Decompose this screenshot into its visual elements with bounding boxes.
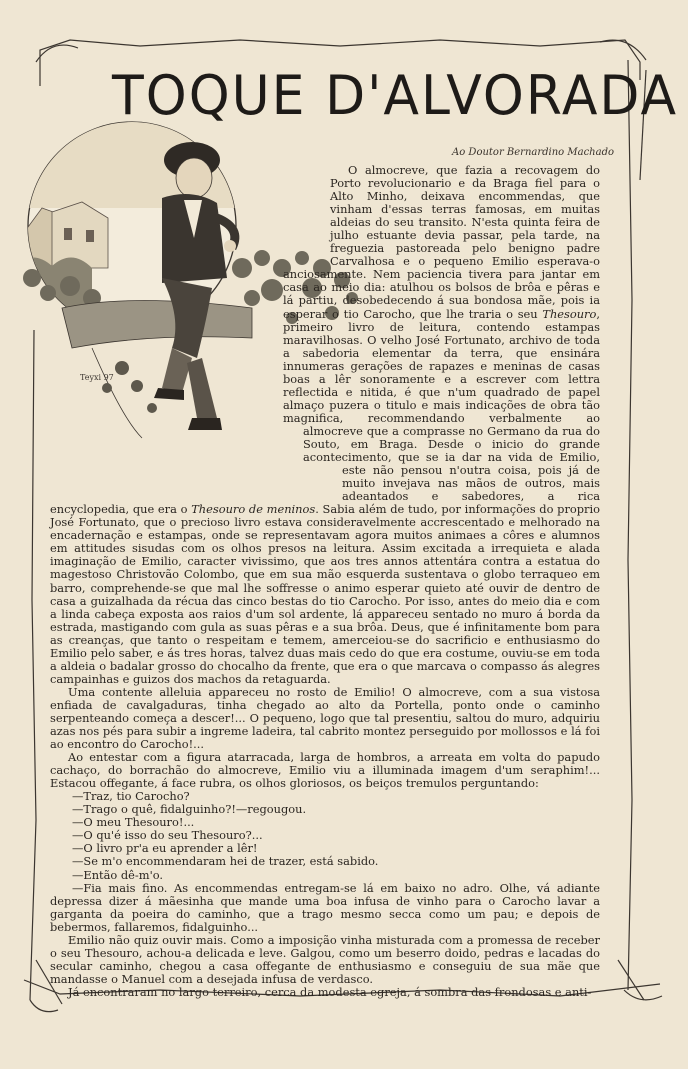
dialog-line <box>50 882 600 934</box>
paragraph <box>50 934 600 986</box>
paragraph-text: Emilio não quiz ouvir mais. Como a imposição vinha misturada com a promessa de receber o seu Thesouro, achou-a delicada e leve. Galgou, como um beserro doido, pedras e lacadas do secular caminho, chegou a casa offegante de enthusiasmo e conseguiu de sua mãe que mandasse o Manuel com a desejada infusa de verdasco. <box>50 932 600 986</box>
paragraph-text: O almocreve, que fazia a recovagem do Porto revolucionario e da Braga fiel para o Alto Minho, deixava encommendas, que vinham d'essas terras famosas, em muitas aldeias do seu transito. N'esta quinta feira de julho estuante devia passar, pela tarde, na freguezia pastoreada pelo benigno padre Carvalhosa e o pequeno Emilio esperava-o anciosamente. Nem paciencia tivera para jantar em casa ao meio dia: atulhou os bolsos de brôa e pêras e lá partiu, desobedecendo á sua bondosa mãe, pois ia esperar o tio Carocho, que lhe traria o seu <box>283 163 600 321</box>
paragraph-text: —Então dê-m'o. <box>72 867 163 882</box>
paragraph-text: —O meu Thesouro!... <box>72 815 195 830</box>
illustration-spacer <box>50 256 283 431</box>
paragraph-text: —Se m'o encommendaram hei de trazer, está sabido. <box>72 854 379 869</box>
illustration-spacer <box>50 164 330 256</box>
book-title-text: Thesouro <box>542 306 597 321</box>
paragraph-text: —Trago o quê, fidalguinho?!—regougou. <box>72 802 307 817</box>
paragraph-text: —O livro pr'a eu aprender a lêr! <box>72 841 258 856</box>
paragraph-text: Já encontraram no largo terreiro, cerca da modesta egreja, á sombra das frondosas e anti- <box>68 984 592 999</box>
paragraph-text: Uma contente alleluia appareceu no rosto de Emilio! O almocreve, com a sua vistosa enfiada de cavalgaduras, tinha chegado ao alto da Portella, ponto onde o caminho serpenteando começa a descer!... O pequeno, logo que tal presentiu, saltou do muro, adquiriu azas nos pés para subir a ingreme ladeira, tal cabrito montez perseguido por mollossos e lá foi ao encontro do Carocho!... <box>50 684 600 752</box>
paragraph-text: —Fia mais fino. As encommendas entregam-se lá em baixo no adro. Olhe, vá adiante depressa dizer á mãesinha que mande uma boa infusa de vinho para o Carocho lavar a garganta da poeira do caminho, que a trago mesmo secca como um pau; e depois de bebermos, fallaremos, fidalguinho... <box>50 880 600 934</box>
paragraph-text: —Traz, tio Carocho? <box>72 789 190 804</box>
paragraph-text: Ao entestar com a figura atarracada, larga de hombros, a arreata em volta do papudo cachaço, do borrachão do almocreve, Emilio viu a illuminada imagem d'um seraphim!... Estacou offegante, á face rubra, os olhos gloriosos, os beiços tremulos perguntando: <box>50 750 600 791</box>
illustration-spacer <box>50 466 342 492</box>
dedication: Ao Doutor Bernardino Machado <box>452 147 614 158</box>
illustration-signature: Teyxi 97 <box>80 373 114 382</box>
article-title: TOQUE D'ALVORADA <box>112 64 679 128</box>
paragraph <box>50 986 600 999</box>
illustration-spacer <box>50 431 303 466</box>
book-title-text: Thesouro de meninos <box>191 502 316 517</box>
paragraph <box>50 686 600 751</box>
paragraph-text: . Sabia além de tudo, por informações do proprio José Fortunato, que o precioso livro estava consideravelmente accrescentado e melhorado na encadernação e estampas, onde se representavam agora muitos animaes a côres e alumnos em attitudes sisudas com os olhos presos na leitura. Assim excitada a irrequieta e alada imaginação de Emilio, caracter vivissimo, que aos tres annos attentára contra a estatua do magestoso Christovão Colombo, que em sua mão esquerda sustentava o globo terraqueo em barro, comprehende-se que mal lhe soffresse o animo esperar quieto até ouvir de dentro de casa a guizalhada da récua das cinco bestas do tio Carocho. Por isso, antes do meio dia e com a linda cabeça exposta aos raios d'um sol ardente, lá appareceu sentado no muro á borda da estrada, mastigando com gula as suas pêras e a sua brôa. Deus, que é infinitamente bom para as creanças, que tanto o respeitam e temem, amerceiou-se do sacrificio e enthusiasmo do Emilio pelo saber, e ás tres horas, talvez duas mais cedo do que era costume, ouviu-se em toda a aldeia o badalar grosso do chocalho da frente, que era o que marcava o compasso ás alegres campainhas e guizos dos machos da retaguarda. <box>50 502 600 686</box>
paragraph <box>50 751 600 790</box>
article-body <box>50 163 600 999</box>
paragraph-text: , primeiro livro de leitura, contendo estampas maravilhosas. O velho José Fortunato, archivo de toda a sabedoria elementar da terra, que ensinára innumeras gerações de rapazes e meninas de casas boas a lêr sonoramente e a escrever com lettra reflectida e nitida, é que n'um quadrado de papel almaço puzera o titulo e mais indicações de obra tão magnifica, recommendando verbalmente ao almocreve que a comprasse no Germano da rua do Souto, em Braga. Desde o inicio do grande acontecimento, que se ia dar na vida de Emilio, este não pensou n'outra coisa, pois já de muito invejava nas mãos de outros, mais adeantados e sabedores, a rica encyclopedia, que era o <box>50 306 600 517</box>
paragraph-text: —O qu'é isso do seu Thesouro?... <box>72 828 263 843</box>
